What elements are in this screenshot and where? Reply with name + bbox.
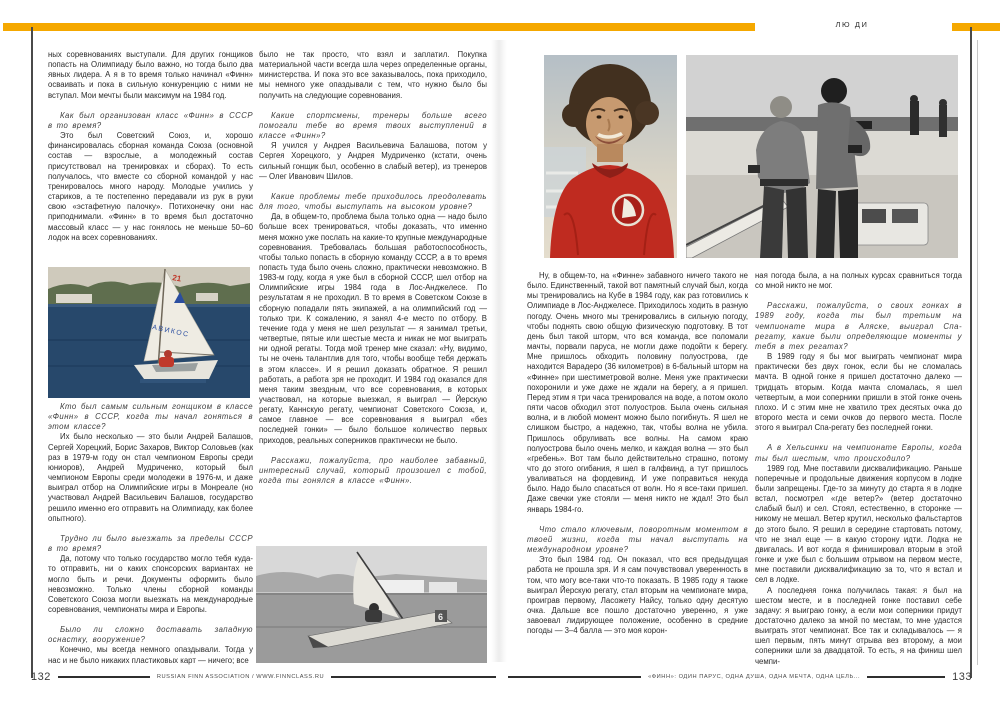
portrait-illustration (544, 55, 677, 258)
answer-paragraph: Это был 1984 год. Он показал, что вся предыдущая работа не прошла зря. И я сам почувствовал уверенность в том, что могу все-таки что-то показать. В 1985 году я также выиграл Йерскую регату, стал вторым на чемпионате мира, проиграв первому, Ласожету Найсу, только одну десятую очка. Дальше все пошло достаточно уверенно, я уже завоевал лидирующее положение, особенно в средние погоды — 3–4 балла — это моя корон- (527, 555, 748, 636)
footer-rule (58, 676, 150, 678)
photo-finn-dinghy-color (48, 267, 250, 398)
page-number: 132 (31, 671, 51, 683)
answer-paragraph: было не так просто, что взял и заплатил. Покупка материальной части всегда шла через определенные органы, министерства. И пока это все заказывалось, пока приходило, мы немного уже опаздывали с тем, что нужно было бы получить на следующие соревнования. (259, 50, 487, 100)
section-label: ЛЮ ДИ (835, 20, 869, 29)
question-paragraph: Расскажи, пожалуйста, про наиболее забавный, интересный случай, который произошел с тобой, когда ты гонялся в классе «Финн». (259, 455, 487, 486)
finn-heeled-illustration (256, 546, 487, 663)
answer-paragraph: Я учился у Андрея Васильевича Балашова, потом у Сергея Хорецкого, у Андрея Мудриченко (кстати, очень сильный гонщик был, особенно в слабый ветер), из тренеров — Олег Иванович Шилов. (259, 141, 487, 181)
question-paragraph: Расскажи, пожалуйста, о своих гонках в 1989 году, когда ты был третьим на чемпионате мира в Аляске, выиграл Спа-регату, какие были определяющие моменты у тебя в тех регатах? (755, 301, 962, 351)
left-column-1-top (48, 50, 253, 264)
answer-paragraph: Их было несколько — это были Андрей Балашов, Сергей Хорецкий, Борис Захаров, Виктор Соловьев (как раз в 1979-м году он стал чемпионом Европы среди юниоров), Андрей Мудриченко, который был чемпионом Европы среди молодежи в 1976-м, и даже выиграл отбор на Олимпийские игры в Монреале (но участвовал Андрей Васильевич Балашов, государство решило именно его отправить на Олимпиаду, как более опытного). (48, 432, 253, 523)
right-page-border-rule (970, 27, 972, 678)
footer-caption: RUSSIAN FINN ASSOCIATION / WWW.FINNCLASS.RU (156, 674, 325, 680)
right-column-1 (527, 271, 748, 665)
answer-paragraph: ных соревнованиях выступали. Для других гонщиков попасть на Олимпиаду было важно, но тогда было два явных лидера. А я в то время только начинал «Финн» осваивать и пока в сильную конкуренцию с ними не вступал. Мои мечты были максимум на 1984 год. (48, 50, 253, 100)
question-paragraph: Какие проблемы тебе приходилось преодолевать для того, чтобы выступать на высоком уровне? (259, 191, 487, 212)
photo-portrait-red-shirt (544, 55, 677, 258)
answer-paragraph: Да, потому что только государство могло тебя куда-то отправить, ни о каких спонсорских вариантах не могло быть и речи. Документы оформить было невозможно. Только члены сборной команды Советского Союза могли выезжать на международные соревнования, чемпионаты мира и Европы. (48, 554, 253, 614)
left-page-border-rule (31, 27, 33, 678)
sail-number: 21 (171, 273, 182, 284)
footer-left (31, 670, 496, 684)
answer-paragraph: А последняя гонка получилась такая: я был на шестом месте, и в последней гонке поставил себе задачу: я выиграю гонку, а если мои соперники придут достаточно далеко за мной по местам, то мне удастся выиграть этот чемпионат. Все так и складывалось — я шел первым, пять минут отрыва вез второму, а мои соперники шли за двадцатой. То есть, я на финиш шел чемпи- (755, 585, 962, 665)
sail-number: 6 (438, 612, 444, 622)
footer-rule (867, 676, 945, 678)
footer-rule (508, 676, 641, 678)
finn-dinghy-illustration (48, 267, 250, 398)
answer-paragraph: ная погода была, а на полных курсах сравниться тогда со мной никто не мог. (755, 271, 962, 291)
question-paragraph: А в Хельсинки на чемпионате Европы, когда ты был шестым, что происходило? (755, 443, 962, 463)
answer-paragraph: Конечно, мы всегда немного опаздывали. Тогда у нас и не было никаких пластиковых карт — ничего; все (48, 645, 253, 665)
photo-two-sailors-bw (686, 55, 958, 258)
top-accent-bar-left (3, 23, 755, 31)
right-page-edge-rule (977, 40, 978, 665)
sail-logo-text: АВИКОС (151, 324, 191, 339)
page-number: 133 (952, 671, 972, 683)
question-paragraph: Кто был самым сильным гонщиком в классе «Финн» в СССР, когда ты начал гоняться в этом классе? (48, 402, 253, 432)
right-column-2 (755, 271, 962, 665)
footer-rule (331, 676, 496, 678)
photo-finn-heeled-bw (256, 546, 487, 663)
answer-paragraph: Ну, в общем-то, на «Финне» забавного ничего такого не было. Единственный, такой вот памятный случай был, когда мы тренировались на Кубе в 1984 году, как раз готовились к Олимпиаде в Лос-Анджелесе. Приходилось ходить в разную погоду. Очень много мы тренировались в сильную погоду, чтобы поднять свою общую физическую подготовку. В тот день был такой шторм, что вся команда, все поломали мачты, порвали паруса, не могли даже подойти к берегу. Мне пришлось обходить половину полуострова, где находится Варадеро (36 километров) в 6-бальный шторм на «Финне» при шестиметровой волне. Меня уже практически похоронили и уже даже не ждали на берегу, а я пришел. Перед этим я три часа тренировался на воде, а потом около пяти часов обходил этот полуостров. Была очень сильная волна, и в любой момент можно было погибнуть. Я шел не слишком быстро, а надежно, так, чтобы волна не убила. Пришлось обруливать все волны. На самом краю полуострова было очень мелко, и каждая волна — это был «гребень». Вот там было действительно страшно, потому что до этого огибания, я шел в галфвинд, а тут пришлось уваливаться на фордевинд. И уже поправиться некуда было. Надо было спасаться от волн. Но я все-таки пришел. Даже свечки уже стояли — меня никто не ждал! Это был январь 1984-го. (527, 271, 748, 514)
answer-paragraph: Это был Советский Союз, и, хорошо финансировалась сборная команда Союза (основной состав — взрослые, а молодежный состав присутствовал на тренировках и сборах). То есть получалось, что вместе со сборной командой у нас тренировалось много народу. Молодые учились у стариков, а те постепенно передавали из рук в руки свою «эстафетную палочку». Потихонечку они нас приподнимали. «Финн» в то время был достаточно массовый класс — у нас гонялось не меньше 50–60 лодок на всех соревнованиях. (48, 131, 253, 242)
question-paragraph: Что стало ключевым, поворотным моментом в твоей жизни, когда ты начал выступать на международном уровне? (527, 524, 748, 555)
top-accent-bar-right (952, 23, 1000, 31)
question-paragraph: Было ли сложно доставать западную оснастку, вооружение? (48, 625, 253, 645)
page-gutter (491, 40, 507, 662)
answer-paragraph: 1989 год. Мне поставили дисквалификацию. Раньше поперечные и продольные движения корпусом в лодке были запрещены. Где-то за минуту до старта я в лодке встал, посмотрел «где ветер?» (ветер достаточно слабый был) и сел. Стоял, естественно, в сторонке — никому не мешал. Ветер крутил, несколько фальстартов до этого было. Я решил в середине стартовать потому, что не знал еще — в какую сторону идти. Лодка не двигалась. И вот когда я финишировал вторым в этой гонке и уже был с большим отрывом на первом месте, мне поставили дисквалификацию за то, что я встал и сел в лодке. (755, 463, 962, 585)
left-column-2 (259, 50, 487, 542)
left-column-1-bottom (48, 402, 253, 668)
question-paragraph: Трудно ли было выезжать за пределы СССР в то время? (48, 533, 253, 554)
footer-right (508, 670, 972, 684)
two-sailors-illustration (686, 55, 958, 258)
question-paragraph: Какие спортсмены, тренеры больше всего помогали тебе во время твоих выступлений в классе «Финн»? (259, 110, 487, 141)
answer-paragraph: В 1989 году я бы мог выиграть чемпионат мира практически без двух гонок, если бы не сломалась мачта. В одной гонке я пришел достаточно далеко — тридцать вторым. Когда мачта сломалась, я шел четвертым, а мои соперники пришли в этой гонке очень плохо. И с этим мне не хватило трех десятых очка до второго места и семи очков до первого места. После этого я выиграл Спа-регату без последней гонки. (755, 352, 962, 433)
footer-caption: «ФИНН»: ОДИН ПАРУС, ОДНА ДУША, ОДНА МЕЧТА, ОДНА ЦЕЛЬ... (648, 674, 861, 680)
answer-paragraph: Да, в общем-то, проблема была только одна — надо было больше всех тренироваться, чтобы доказать, что именно меня можно уже послать на какие-то крупные международные соревнования. Требовалась большая работоспособность, чтобы только попасть в сборную команду СССР, а в то время попасть туда было очень сложно, практически невозможно. В 1983-м году, когда я уже был в сборной СССР, шел отбор на Олимпийские игры 1984 года в Лос-Анджелесе. По результатам я не проходил. В то время в Советском Союзе в сборную попадали пять экипажей, а на олимпийский год — только три. К сожалению, я занял 4-е место по отбору. В течение года у меня не шел результат — я занимал третьи, четвертые, пятые или шестые места и никак не мог выиграть ни одной регаты. Тогда мой тренер мне сказал: «Ну, видимо, ты не очень талантлив для того, чтобы вообще тебя держать в этом классе». И я решил доказать обратное. Я решил работать, а работа зря не проходит. И 1984 год оказался для меня таким звездным, что все соревнования, в которых участвовал, на которые выезжал, я выиграл — Йерскую регату, Каннскую регату, чемпионат Советского Союза, и, самое главное — все соревнования я выиграл «без последней гонки» — было большое количество первых приходов, реальных соперников практически не было. (259, 212, 487, 445)
question-paragraph: Как был организован класс «Финн» в СССР в то время? (48, 110, 253, 130)
